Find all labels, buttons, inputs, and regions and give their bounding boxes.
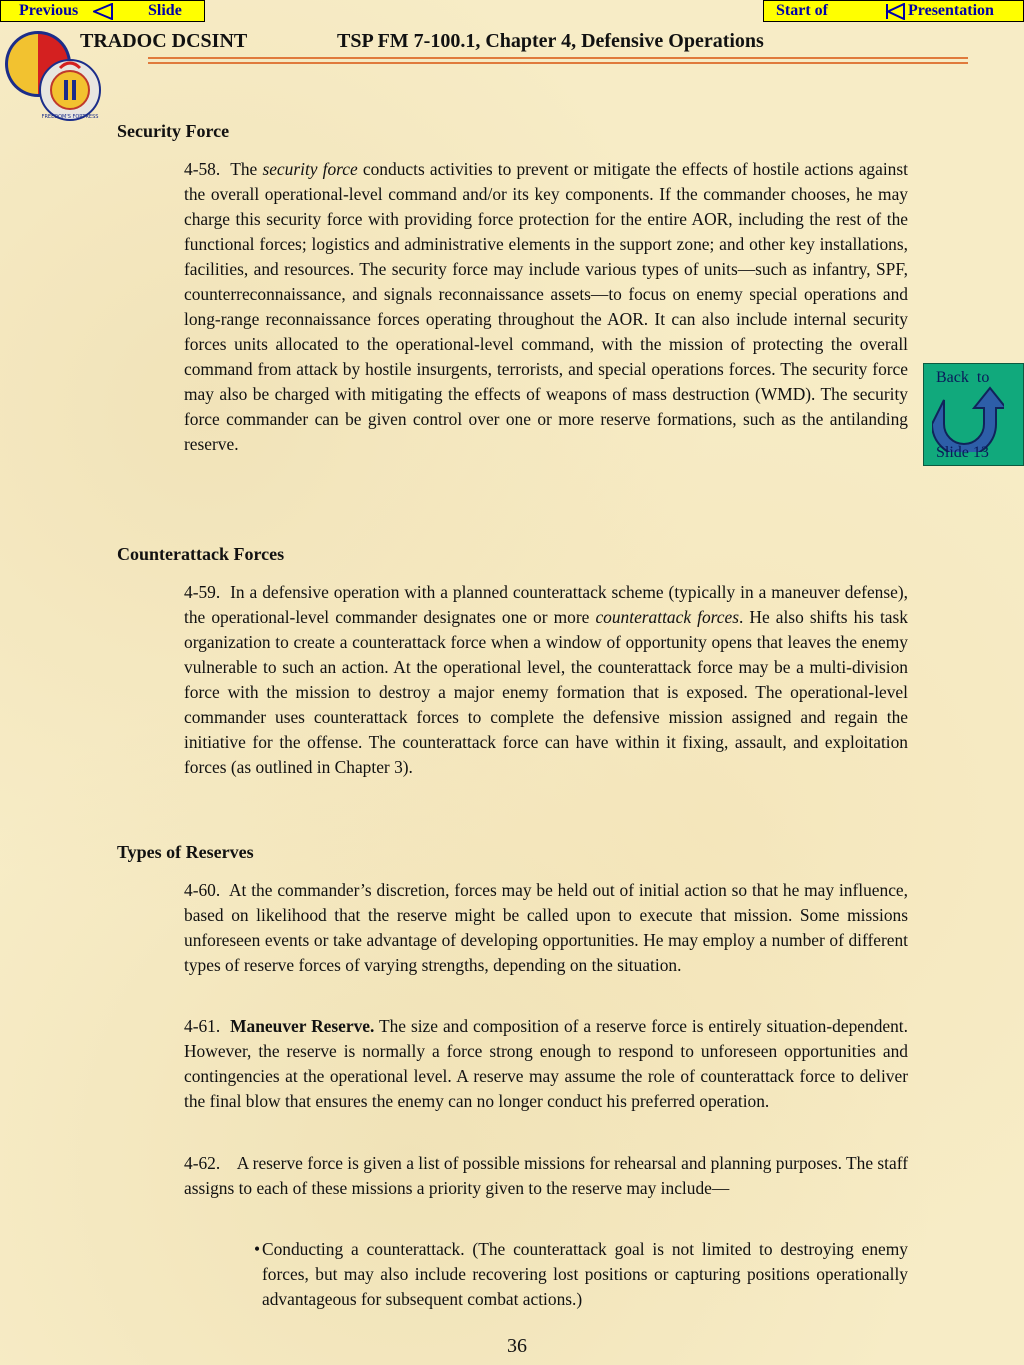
presentation-label: Presentation: [908, 2, 994, 19]
paragraph-4-61: [184, 1014, 908, 1114]
header-rule-top: [148, 57, 968, 59]
paragraph-number: 4-62.: [184, 1153, 221, 1173]
paragraph-lead: The: [230, 159, 258, 179]
page-number: 36: [507, 1335, 527, 1357]
section-heading-types-of-reserves: Types of Reserves: [117, 842, 254, 862]
header-rule-bottom: [148, 62, 968, 64]
paragraph-number: 4-58.: [184, 159, 221, 179]
triangle-left-icon: [93, 3, 113, 20]
document-title: TSP FM 7-100.1, Chapter 4, Defensive Operations: [337, 30, 764, 52]
paragraph-body: conducts activities to prevent or mitigate the effects of hostile actions against the overall operational-level command and/or its key components. If the commander chooses, he may charge this security force with providing force protection for the entire AOR, including the rest of the functional forces; logistics and administrative elements in the support zone; and other key installations, facilities, and resources. The security force may include various types of units—such as infantry, SPF, counterreconnaissance, and signals reconnaissance assets—to focus on enemy special operations and long-range reconnaissance forces operating throughout the AOR. It can also include internal security forces units allocated to the operational-level command, with the mission of protecting the overall command from attack by hostile insurgents, terrorists, and special operations forces. The security force may also be charged with mitigating the effects of weapons of mass destruction (WMD). The security force commander can be given control over one or more reserve formations, such as the antilanding reserve.: [184, 159, 908, 454]
paragraph-4-59: [184, 580, 908, 780]
skip-to-start-icon: [885, 3, 905, 20]
seal-text: FREEDOM'S FORTRESS: [41, 114, 99, 120]
term-counterattack-forces: counterattack forces: [595, 607, 739, 627]
back-label-bottom: Slide 13: [936, 444, 989, 461]
list-item-text: Conducting a counterattack. (The counterattack goal is not limited to destroying enemy forces, but may also include recovering lost positions or capturing positions operationally advantageous for subsequent combat actions.): [262, 1239, 908, 1309]
bullet-icon: •: [254, 1239, 261, 1259]
paragraph-number: 4-59.: [184, 582, 221, 602]
org-title: TRADOC DCSINT: [80, 30, 248, 52]
back-to-slide-button[interactable]: [923, 363, 1024, 466]
previous-label: Previous: [19, 2, 79, 19]
paragraph-4-60: [184, 878, 908, 978]
start-label: Start of: [776, 2, 828, 19]
section-heading-counterattack-forces: Counterattack Forces: [117, 544, 285, 564]
term-maneuver-reserve: Maneuver Reserve.: [230, 1016, 375, 1036]
previous-slide-button[interactable]: [0, 0, 205, 22]
start-of-presentation-button[interactable]: [763, 0, 1024, 22]
paragraph-body: A reserve force is given a list of possible missions for rehearsal and planning purposes. The staff assigns to each of these missions a priority given to the reserve may include—: [184, 1153, 908, 1198]
section-heading-security-force: Security Force: [117, 121, 230, 141]
paragraph-4-62: [184, 1151, 908, 1201]
back-label-top: Back to: [936, 369, 990, 386]
paragraph-body: . He also shifts his task organization to create a counterattack force when a window of opportunity opens that leaves the enemy vulnerable to such an action. At the operational level, the counterattack force may be a multi-division force with the mission to destroy a major enemy formation that is exposed. The operational-level commander uses counterattack forces to complete the defensive mission assigned and regain the initiative for the offense. The counterattack force can have within it fixing, assault, and exploitation forces (as outlined in Chapter 3).: [184, 607, 908, 777]
paragraph-number: 4-60.: [184, 880, 221, 900]
paragraph-number: 4-61.: [184, 1016, 221, 1036]
slide-label: Slide: [148, 2, 182, 19]
paragraph-body: At the commander’s discretion, forces may be held out of initial action so that he may influence, based on likelihood that the reserve might be called upon to execute that mission. Some missions unforeseen events or take advantage of developing opportunities. He may employ a number of different types of reserve forces of varying strengths, depending on the situation.: [184, 880, 908, 975]
term-security-force: security force: [262, 159, 358, 179]
paragraph-body: The size and composition of a reserve force is entirely situation-dependent. However, the reserve is normally a force strong enough to respond to unforeseen opportunities and contingencies at the operational level. A reserve may assume the role of counterattack force to deliver the final blow that ensures the enemy can no longer conduct his preferred operation.: [184, 1016, 908, 1111]
paragraph-lead: In a defensive operation with a planned counterattack scheme (typically in a maneuver defense), the operational-level commander designates one or more: [184, 582, 908, 627]
list-item-counterattack: [254, 1237, 908, 1312]
paragraph-4-58: [184, 157, 908, 457]
u-turn-arrow-icon: [932, 382, 1004, 452]
